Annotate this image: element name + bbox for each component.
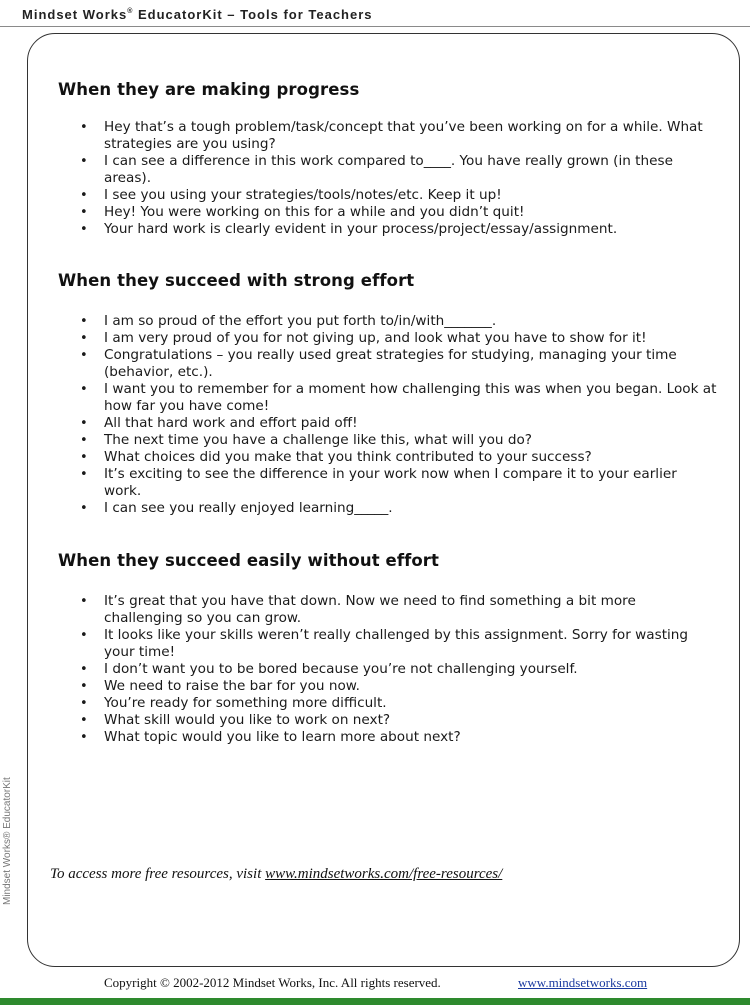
copyright-text: Copyright © 2002-2012 Mindset Works, Inc. All rights reserved. <box>104 975 441 990</box>
side-label: Mindset Works® EducatorKit <box>2 777 13 905</box>
section-title: When they succeed with strong effort <box>58 271 415 290</box>
section-without-effort <box>58 551 718 746</box>
list-item: • It looks like your skills weren’t really challenged by this assignment. Sorry for wasting your time! <box>58 627 718 661</box>
resources-note <box>50 866 502 883</box>
list-item: • What topic would you like to learn more about next? <box>58 729 718 746</box>
list-item: • Hey! You were working on this for a while and you didn’t quit! <box>58 204 718 221</box>
section-title: When they are making progress <box>58 80 360 99</box>
list-item: • I am so proud of the effort you put forth to/in/with_______. <box>58 313 718 330</box>
list-item: • Hey that’s a tough problem/task/concept that you’ve been working on for a while. What strategies are you using? <box>58 119 718 153</box>
phrase-list <box>58 593 718 746</box>
footer-website-link[interactable]: www.mindsetworks.com <box>518 975 648 990</box>
resources-text: To access more free resources, visit <box>50 866 266 882</box>
resources-link[interactable]: www.mindsetworks.com/free-resources/ <box>265 866 503 882</box>
list-item: • What skill would you like to work on next? <box>58 712 718 729</box>
list-item: • Congratulations – you really used great strategies for studying, managing your time (behavior, etc.). <box>58 347 718 381</box>
list-item: • I don’t want you to be bored because you’re not challenging yourself. <box>58 661 718 678</box>
header-brand: Mindset Works <box>22 7 128 22</box>
section-making-progress <box>58 80 718 238</box>
section-title: When they succeed easily without effort <box>58 551 440 570</box>
header-subtitle: EducatorKit – Tools for Teachers <box>133 7 373 22</box>
page-header <box>22 7 373 22</box>
list-item: • I am very proud of you for not giving up, and look what you have to show for it! <box>58 330 718 347</box>
list-item: • The next time you have a challenge like this, what will you do? <box>58 432 718 449</box>
list-item: • It’s great that you have that down. Now we need to find something a bit more challenging so you can grow. <box>58 593 718 627</box>
bottom-color-bar <box>0 998 750 1005</box>
header-divider <box>0 26 750 27</box>
list-item: • It’s exciting to see the difference in your work now when I compare it to your earlier work. <box>58 466 718 500</box>
phrase-list <box>58 313 718 517</box>
list-item: • We need to raise the bar for you now. <box>58 678 718 695</box>
list-item: • I want you to remember for a moment how challenging this was when you began. Look at how far you have come! <box>58 381 718 415</box>
list-item: • You’re ready for something more difficult. <box>58 695 718 712</box>
phrase-list <box>58 119 718 238</box>
list-item: • I see you using your strategies/tools/notes/etc. Keep it up! <box>58 187 718 204</box>
list-item: • I can see a difference in this work compared to____. You have really grown (in these areas). <box>58 153 718 187</box>
list-item: • I can see you really enjoyed learning_____. <box>58 500 718 517</box>
registered-mark: ® <box>127 8 134 15</box>
list-item: • All that hard work and effort paid off! <box>58 415 718 432</box>
list-item: • What choices did you make that you think contributed to your success? <box>58 449 718 466</box>
section-strong-effort <box>58 271 718 517</box>
list-item: • Your hard work is clearly evident in your process/project/essay/assignment. <box>58 221 718 238</box>
